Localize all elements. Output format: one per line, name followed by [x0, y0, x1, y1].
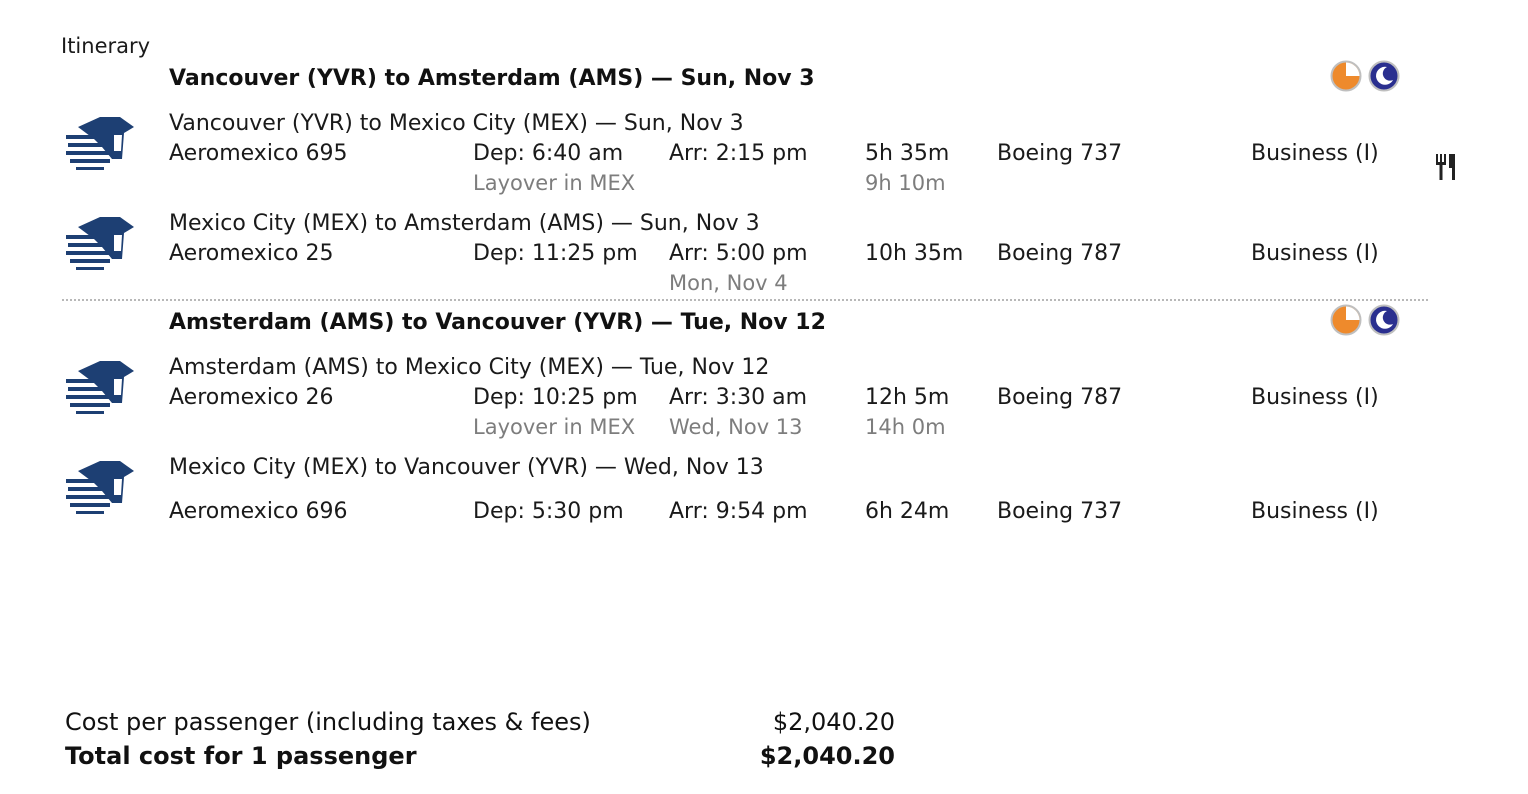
departure-time: Dep: 11:25 pm: [473, 241, 638, 266]
flight-duration: 10h 35m: [865, 241, 964, 266]
day-icon: [1330, 304, 1362, 336]
layover-note: Layover in MEX: [473, 415, 636, 439]
aircraft-type: Boeing 787: [997, 241, 1123, 266]
departure-time: Dep: 5:30 pm: [473, 499, 624, 524]
day-icon: [1330, 60, 1362, 92]
fork-knife-icon: [1435, 152, 1457, 182]
night-icon: [1368, 304, 1400, 336]
flight-number: Aeromexico 25: [169, 241, 334, 266]
arrival-time: Arr: 3:30 am: [669, 385, 808, 410]
departure-time: Dep: 6:40 am: [473, 141, 624, 166]
itinerary-label: Itinerary: [61, 34, 151, 58]
arrival-date-note: Wed, Nov 13: [669, 415, 803, 439]
aeromexico-logo-icon: [64, 457, 138, 521]
total-cost-label: Total cost for 1 passenger: [65, 742, 417, 770]
aeromexico-logo-icon: [64, 113, 138, 177]
flight-duration: 12h 5m: [865, 385, 950, 410]
segment-route: Mexico City (MEX) to Vancouver (YVR) — Wed, Nov 13: [169, 455, 764, 480]
day-night-icons: [1330, 60, 1406, 92]
arrival-time: Arr: 2:15 pm: [669, 141, 808, 166]
flight-duration: 5h 35m: [865, 141, 950, 166]
layover-note: Layover in MEX: [473, 171, 636, 195]
cabin-class: Business (I): [1251, 385, 1379, 410]
segment-route: Mexico City (MEX) to Amsterdam (AMS) — Sun, Nov 3: [169, 211, 760, 236]
cabin-class: Business (I): [1251, 241, 1379, 266]
leg-divider: [62, 299, 1428, 301]
night-icon: [1368, 60, 1400, 92]
flight-number: Aeromexico 26: [169, 385, 334, 410]
aeromexico-logo-icon: [64, 213, 138, 277]
total-cost-value: $2,040.20: [759, 742, 895, 770]
aircraft-type: Boeing 737: [997, 499, 1123, 524]
cost-per-passenger-value: $2,040.20: [772, 708, 895, 736]
aeromexico-logo-icon: [64, 357, 138, 421]
segment-route: Amsterdam (AMS) to Mexico City (MEX) — Tue, Nov 12: [169, 355, 770, 380]
flight-number: Aeromexico 695: [169, 141, 348, 166]
layover-duration: 9h 10m: [865, 171, 946, 195]
arrival-date-note: Mon, Nov 4: [669, 271, 788, 295]
arrival-time: Arr: 9:54 pm: [669, 499, 808, 524]
cabin-class: Business (I): [1251, 499, 1379, 524]
segment-route: Vancouver (YVR) to Mexico City (MEX) — Sun, Nov 3: [169, 111, 744, 136]
flight-duration: 6h 24m: [865, 499, 950, 524]
flight-number: Aeromexico 696: [169, 499, 348, 524]
aircraft-type: Boeing 737: [997, 141, 1123, 166]
leg-title: Vancouver (YVR) to Amsterdam (AMS) — Sun, Nov 3: [169, 66, 815, 91]
cost-per-passenger-label: Cost per passenger (including taxes & fees): [65, 708, 591, 736]
day-night-icons: [1330, 304, 1406, 336]
departure-time: Dep: 10:25 pm: [473, 385, 638, 410]
layover-duration: 14h 0m: [865, 415, 946, 439]
leg-title: Amsterdam (AMS) to Vancouver (YVR) — Tue, Nov 12: [169, 310, 826, 335]
cabin-class: Business (I): [1251, 141, 1379, 166]
arrival-time: Arr: 5:00 pm: [669, 241, 808, 266]
aircraft-type: Boeing 787: [997, 385, 1123, 410]
